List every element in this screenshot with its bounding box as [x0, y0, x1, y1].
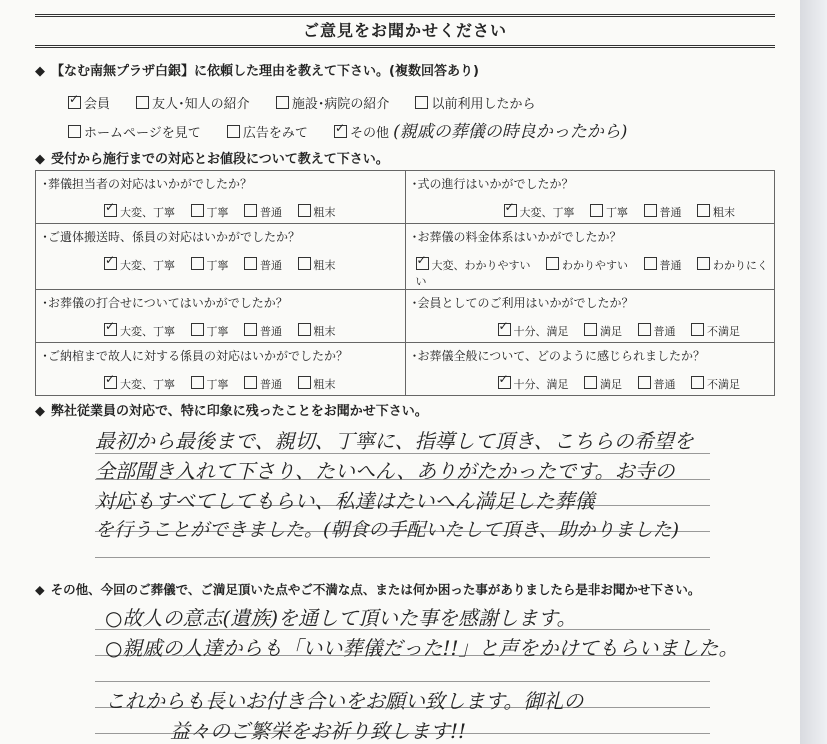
answer-option[interactable] [498, 378, 569, 391]
option-ad[interactable] [227, 126, 308, 141]
answer-option[interactable] [644, 206, 682, 219]
option-label: 満足 [600, 325, 622, 338]
option-facility[interactable] [276, 97, 390, 112]
answer-options [36, 192, 405, 220]
answer-option[interactable] [191, 259, 229, 272]
checkbox-icon[interactable] [691, 323, 704, 336]
option-label: 不満足 [707, 325, 740, 338]
checkbox-icon[interactable] [276, 96, 289, 109]
question-label: ･ご納棺まで故人に対する係員の対応はいかがでしたか？ [42, 349, 349, 363]
question-cell-overall [405, 343, 775, 396]
checkbox-icon[interactable] [191, 323, 204, 336]
answer-option[interactable] [191, 378, 229, 391]
option-label: 普通 [260, 325, 282, 338]
option-label: 友人･知人の紹介 [152, 97, 250, 112]
handwritten-line: ○故人の意志(遺族)を通して頂いた事を感謝します。 [105, 606, 577, 630]
option-label: ホームページを見て [84, 126, 201, 141]
checkbox-icon[interactable] [298, 204, 311, 217]
answer-options [406, 245, 775, 289]
diamond-bullet-icon: ◆ [35, 404, 45, 419]
option-label: 大変、丁寧 [519, 206, 575, 219]
answer-option[interactable] [244, 206, 282, 219]
checkbox-checked-icon[interactable] [104, 257, 117, 270]
option-label: 普通 [653, 378, 676, 391]
checkbox-icon[interactable] [697, 204, 710, 217]
checkbox-icon[interactable] [68, 125, 81, 138]
option-label: その他 [350, 126, 390, 141]
checkbox-icon[interactable] [136, 96, 149, 109]
checkbox-icon[interactable] [415, 96, 428, 109]
answer-option[interactable] [104, 206, 175, 219]
question-cell-encoffin [36, 343, 406, 396]
question-label: ･お葬儀全般について、どのように感じられましたか？ [411, 349, 706, 363]
question-cell-staff [36, 171, 406, 224]
checkbox-icon[interactable] [697, 257, 710, 270]
answer-option[interactable] [298, 259, 336, 272]
answer-option[interactable] [498, 325, 569, 338]
option-label: 大変、丁寧 [120, 378, 175, 391]
answer-option[interactable] [244, 259, 282, 272]
answer-option[interactable] [244, 325, 282, 338]
option-label: 粗末 [313, 206, 336, 219]
handwritten-line: ○親戚の人達からも「いい葬儀だった!!」と声をかけてもらいました。 [105, 636, 739, 660]
answer-option[interactable] [590, 206, 628, 219]
option-label: 丁寧 [606, 206, 628, 219]
checkbox-icon[interactable] [244, 323, 257, 336]
checkbox-checked-icon[interactable] [104, 204, 117, 217]
answer-options [406, 364, 775, 392]
answer-option[interactable] [298, 378, 336, 391]
rating-grid [35, 170, 775, 396]
checkbox-checked-icon[interactable] [504, 204, 517, 217]
answer-options [406, 192, 775, 220]
checkbox-icon[interactable] [298, 257, 311, 270]
answer-option[interactable] [298, 206, 336, 219]
option-label: 粗末 [313, 259, 336, 272]
option-label: 大変、丁寧 [120, 206, 175, 219]
section-1-heading [35, 60, 479, 79]
section-3-heading [35, 400, 428, 419]
option-label: 普通 [653, 325, 676, 338]
question-label: ･お葬儀の打合せについてはいかがでしたか？ [42, 296, 288, 310]
answer-option[interactable] [191, 206, 229, 219]
checkbox-icon[interactable] [191, 376, 204, 389]
option-label: 満足 [600, 378, 622, 391]
option-label: 十分、満足 [513, 378, 569, 391]
question-label: ･お葬儀の料金体系はいかがでしたか？ [411, 230, 622, 244]
checkbox-icon[interactable] [191, 257, 204, 270]
option-label: 粗末 [313, 378, 336, 391]
page-title: ご意見をお聞かせください [35, 14, 775, 48]
option-label: 粗末 [713, 206, 735, 219]
question-label: ･式の進行はいかがでしたか？ [411, 177, 574, 191]
answer-option[interactable] [244, 378, 282, 391]
answer-option[interactable] [298, 325, 336, 338]
answer-option[interactable] [104, 378, 175, 391]
checkbox-icon[interactable] [691, 376, 704, 389]
checkbox-icon[interactable] [298, 376, 311, 389]
option-previous[interactable] [415, 97, 535, 112]
question-cell-pricing [405, 224, 775, 290]
answer-option[interactable] [584, 378, 622, 391]
diamond-bullet-icon: ◆ [35, 64, 45, 79]
option-label: 大変、わかりやすい [431, 259, 531, 272]
option-label: 丁寧 [206, 206, 229, 219]
option-label: 普通 [659, 259, 682, 272]
checkbox-checked-icon[interactable] [416, 257, 429, 270]
checkbox-icon[interactable] [638, 376, 651, 389]
answer-option[interactable] [644, 259, 682, 272]
handwritten-line: これからも長いお付き合いをお願い致します。御礼の [105, 689, 584, 713]
section-4-label: その他、今回のご葬儀で、ご満足頂いた点やご不満な点、または何か困った事がありましたら是非お聞かせ下さい。 [50, 582, 701, 597]
question-label: ･会員としてのご利用はいかがでしたか？ [411, 296, 634, 310]
checkbox-icon[interactable] [584, 376, 597, 389]
checkbox-icon[interactable] [244, 204, 257, 217]
checkbox-icon[interactable] [244, 257, 257, 270]
option-label: 普通 [260, 378, 282, 391]
option-label: 普通 [260, 259, 282, 272]
option-friend[interactable] [136, 97, 250, 112]
answer-option[interactable] [691, 325, 740, 338]
checkbox-icon[interactable] [244, 376, 257, 389]
question-label: ･葬儀担当者の対応はいかがでしたか？ [42, 177, 253, 191]
question-label: ･ご遺体搬送時、係員の対応はいかがでしたか？ [42, 230, 301, 244]
answer-option[interactable] [546, 259, 628, 272]
option-label: 不満足 [707, 378, 740, 391]
checkbox-checked-icon[interactable] [498, 323, 511, 336]
option-label: わかりにくい [415, 259, 768, 288]
option-label: 普通 [260, 206, 282, 219]
answer-options [36, 245, 405, 273]
option-member[interactable] [68, 97, 110, 112]
section-3-label: 弊社従業員の対応で、特に印象に残ったことをお聞かせ下さい。 [51, 404, 428, 419]
answer-option[interactable] [504, 206, 575, 219]
question-cell-ceremony [405, 171, 775, 224]
question-cell-membership [405, 290, 775, 343]
checkbox-checked-icon[interactable] [498, 376, 511, 389]
answer-option[interactable] [191, 325, 229, 338]
answer-option[interactable] [697, 206, 735, 219]
checkbox-checked-icon[interactable] [334, 125, 347, 138]
question-cell-meeting [36, 290, 406, 343]
answer-option[interactable] [638, 378, 676, 391]
option-label: 以前利用したから [431, 97, 536, 112]
other-reason-handwritten: (親戚の葬儀の時良かったから) [393, 122, 628, 142]
checkbox-checked-icon[interactable] [104, 376, 117, 389]
answer-options [36, 311, 405, 339]
reason-options-row-1 [68, 93, 557, 112]
page-edge [800, 0, 827, 744]
handwritten-line: を行うことができました。(朝食の手配いたして頂き、助かりました) [95, 519, 680, 541]
option-label: わかりやすい [562, 259, 628, 272]
checkbox-icon[interactable] [638, 323, 651, 336]
answer-option[interactable] [584, 325, 622, 338]
option-label: 十分、満足 [513, 325, 569, 338]
option-other[interactable] [334, 122, 649, 142]
checkbox-icon[interactable] [644, 204, 657, 217]
handwritten-line: 全部聞き入れて下さり、たいへん、ありがたかったです。お寺の [95, 459, 675, 483]
checkbox-icon[interactable] [584, 323, 597, 336]
answer-option[interactable] [638, 325, 676, 338]
section-2-label: 受付から施行までの対応とお値段について教えて下さい。 [51, 152, 389, 167]
checkbox-checked-icon[interactable] [68, 96, 81, 109]
option-label: 丁寧 [206, 378, 229, 391]
answer-option[interactable] [416, 259, 531, 272]
option-label: 丁寧 [206, 325, 229, 338]
answer-option[interactable] [104, 259, 175, 272]
answer-option[interactable] [104, 325, 175, 338]
option-label: 施設･病院の紹介 [291, 97, 390, 112]
handwritten-line: 最初から最後まで、親切、丁寧に、指導して頂き、こちらの希望を [95, 429, 694, 453]
answer-option[interactable] [691, 378, 740, 391]
option-label: 会員 [84, 97, 111, 112]
checkbox-icon[interactable] [546, 257, 559, 270]
section-4-heading [35, 580, 700, 598]
diamond-bullet-icon: ◆ [35, 582, 45, 597]
checkbox-icon[interactable] [191, 204, 204, 217]
section-1-label: 【なむ南無プラザ白銀】に依頼した理由を教えて下さい。(複数回答あり) [51, 64, 479, 79]
checkbox-icon[interactable] [227, 125, 240, 138]
option-label: 大変、丁寧 [120, 325, 175, 338]
answer-options [36, 364, 405, 392]
option-label: 粗末 [313, 325, 336, 338]
option-label: 大変、丁寧 [120, 259, 175, 272]
reason-options-row-2 [68, 117, 671, 142]
diamond-bullet-icon: ◆ [35, 152, 45, 167]
handwritten-line: 益々のご繁栄をお祈り致します!! [170, 719, 467, 743]
option-label: 普通 [659, 206, 682, 219]
option-label: 広告をみて [242, 126, 308, 141]
checkbox-icon[interactable] [644, 257, 657, 270]
answer-options [406, 311, 775, 339]
checkbox-icon[interactable] [590, 204, 603, 217]
question-cell-transport [36, 224, 406, 290]
option-homepage[interactable] [68, 126, 201, 141]
option-label: 丁寧 [206, 259, 229, 272]
checkbox-icon[interactable] [298, 323, 311, 336]
section-2-heading [35, 148, 389, 167]
checkbox-checked-icon[interactable] [104, 323, 117, 336]
handwritten-line: 対応もすべてしてもらい、私達はたいへん満足した葬儀 [95, 489, 595, 513]
